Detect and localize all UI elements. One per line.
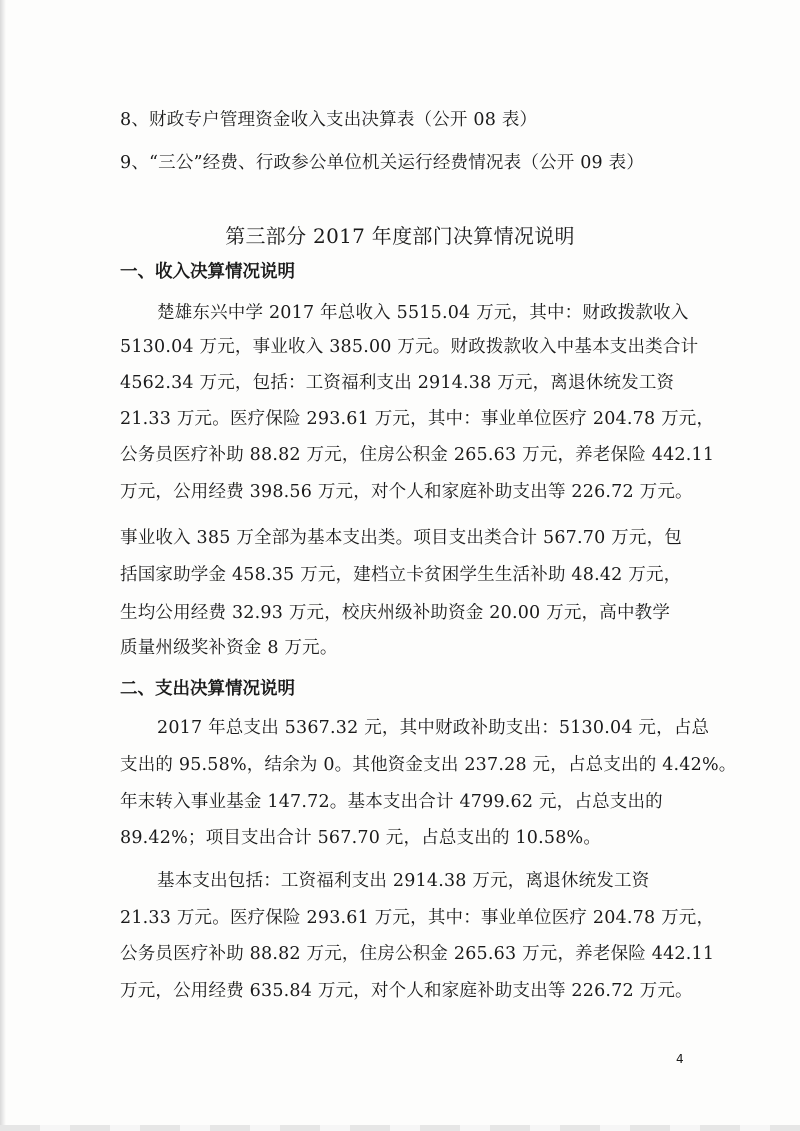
- income-line: 生均公用经费 32.93 万元，校庆州级补助资金 20.00 万元，高中教学: [120, 603, 671, 623]
- income-line: 公务员医疗补助 88.82 万元，住房公积金 265.63 万元，养老保险 442.11: [120, 445, 715, 465]
- page-number: 4: [676, 1052, 684, 1066]
- income-line: 事业收入 385 万全部为基本支出类。项目支出类合计 567.70 万元，包: [120, 528, 682, 548]
- expenditure-line: 89.42%；项目支出合计 567.70 元，占总支出的 10.58%。: [120, 828, 602, 848]
- expenditure-line: 21.33 万元。医疗保险 293.61 万元，其中：事业单位医疗 204.78 万元，: [120, 908, 715, 928]
- income-line: 括国家助学金 458.35 万元，建档立卡贫困学生生活补助 48.42 万元，: [120, 565, 682, 585]
- income-line: 4562.34 万元，包括：工资福利支出 2914.38 万元，离退休统发工资: [120, 373, 675, 393]
- expenditure-line: 万元，公用经费 635.84 万元，对个人和家庭补助支出等 226.72 万元。: [120, 981, 693, 1001]
- expenditure-line: 公务员医疗补助 88.82 万元，住房公积金 265.63 万元，养老保险 442.11: [120, 944, 715, 964]
- income-line: 21.33 万元。医疗保险 293.61 万元，其中：事业单位医疗 204.78 万元，: [120, 409, 715, 429]
- section-title: 第三部分 2017 年度部门决算情况说明: [225, 224, 575, 248]
- scan-edge: [0, 0, 6, 1131]
- expenditure-line: 基本支出包括：工资福利支出 2914.38 万元，离退休统发工资: [157, 871, 650, 891]
- list-item-9: 9、“三公”经费、行政参公单位机关运行经费情况表（公开 09 表）: [120, 153, 645, 173]
- expenditure-line: 支出的 95.58%，结余为 0。其他资金支出 237.28 元，占总支出的 4.42%。: [120, 755, 737, 775]
- expenditure-line: 2017 年总支出 5367.32 元，其中财政补助支出：5130.04 元，占总: [157, 718, 710, 738]
- list-item-8: 8、财政专户管理资金收入支出决算表（公开 08 表）: [120, 110, 538, 130]
- expenditure-heading: 二、支出决算情况说明: [120, 679, 295, 699]
- income-heading: 一、收入决算情况说明: [120, 262, 295, 282]
- income-line: 万元，公用经费 398.56 万元，对个人和家庭补助支出等 226.72 万元。: [120, 482, 693, 502]
- income-line: 楚雄东兴中学 2017 年总收入 5515.04 万元，其中：财政拨款收入: [157, 303, 689, 323]
- income-line: 5130.04 万元，事业收入 385.00 万元。财政拨款收入中基本支出类合计: [120, 337, 699, 357]
- expenditure-line: 年末转入事业基金 147.72。基本支出合计 4799.62 元，占总支出的: [120, 792, 663, 812]
- scan-bottom-edge: [0, 1125, 800, 1131]
- income-line: 质量州级奖补资金 8 万元。: [120, 638, 338, 658]
